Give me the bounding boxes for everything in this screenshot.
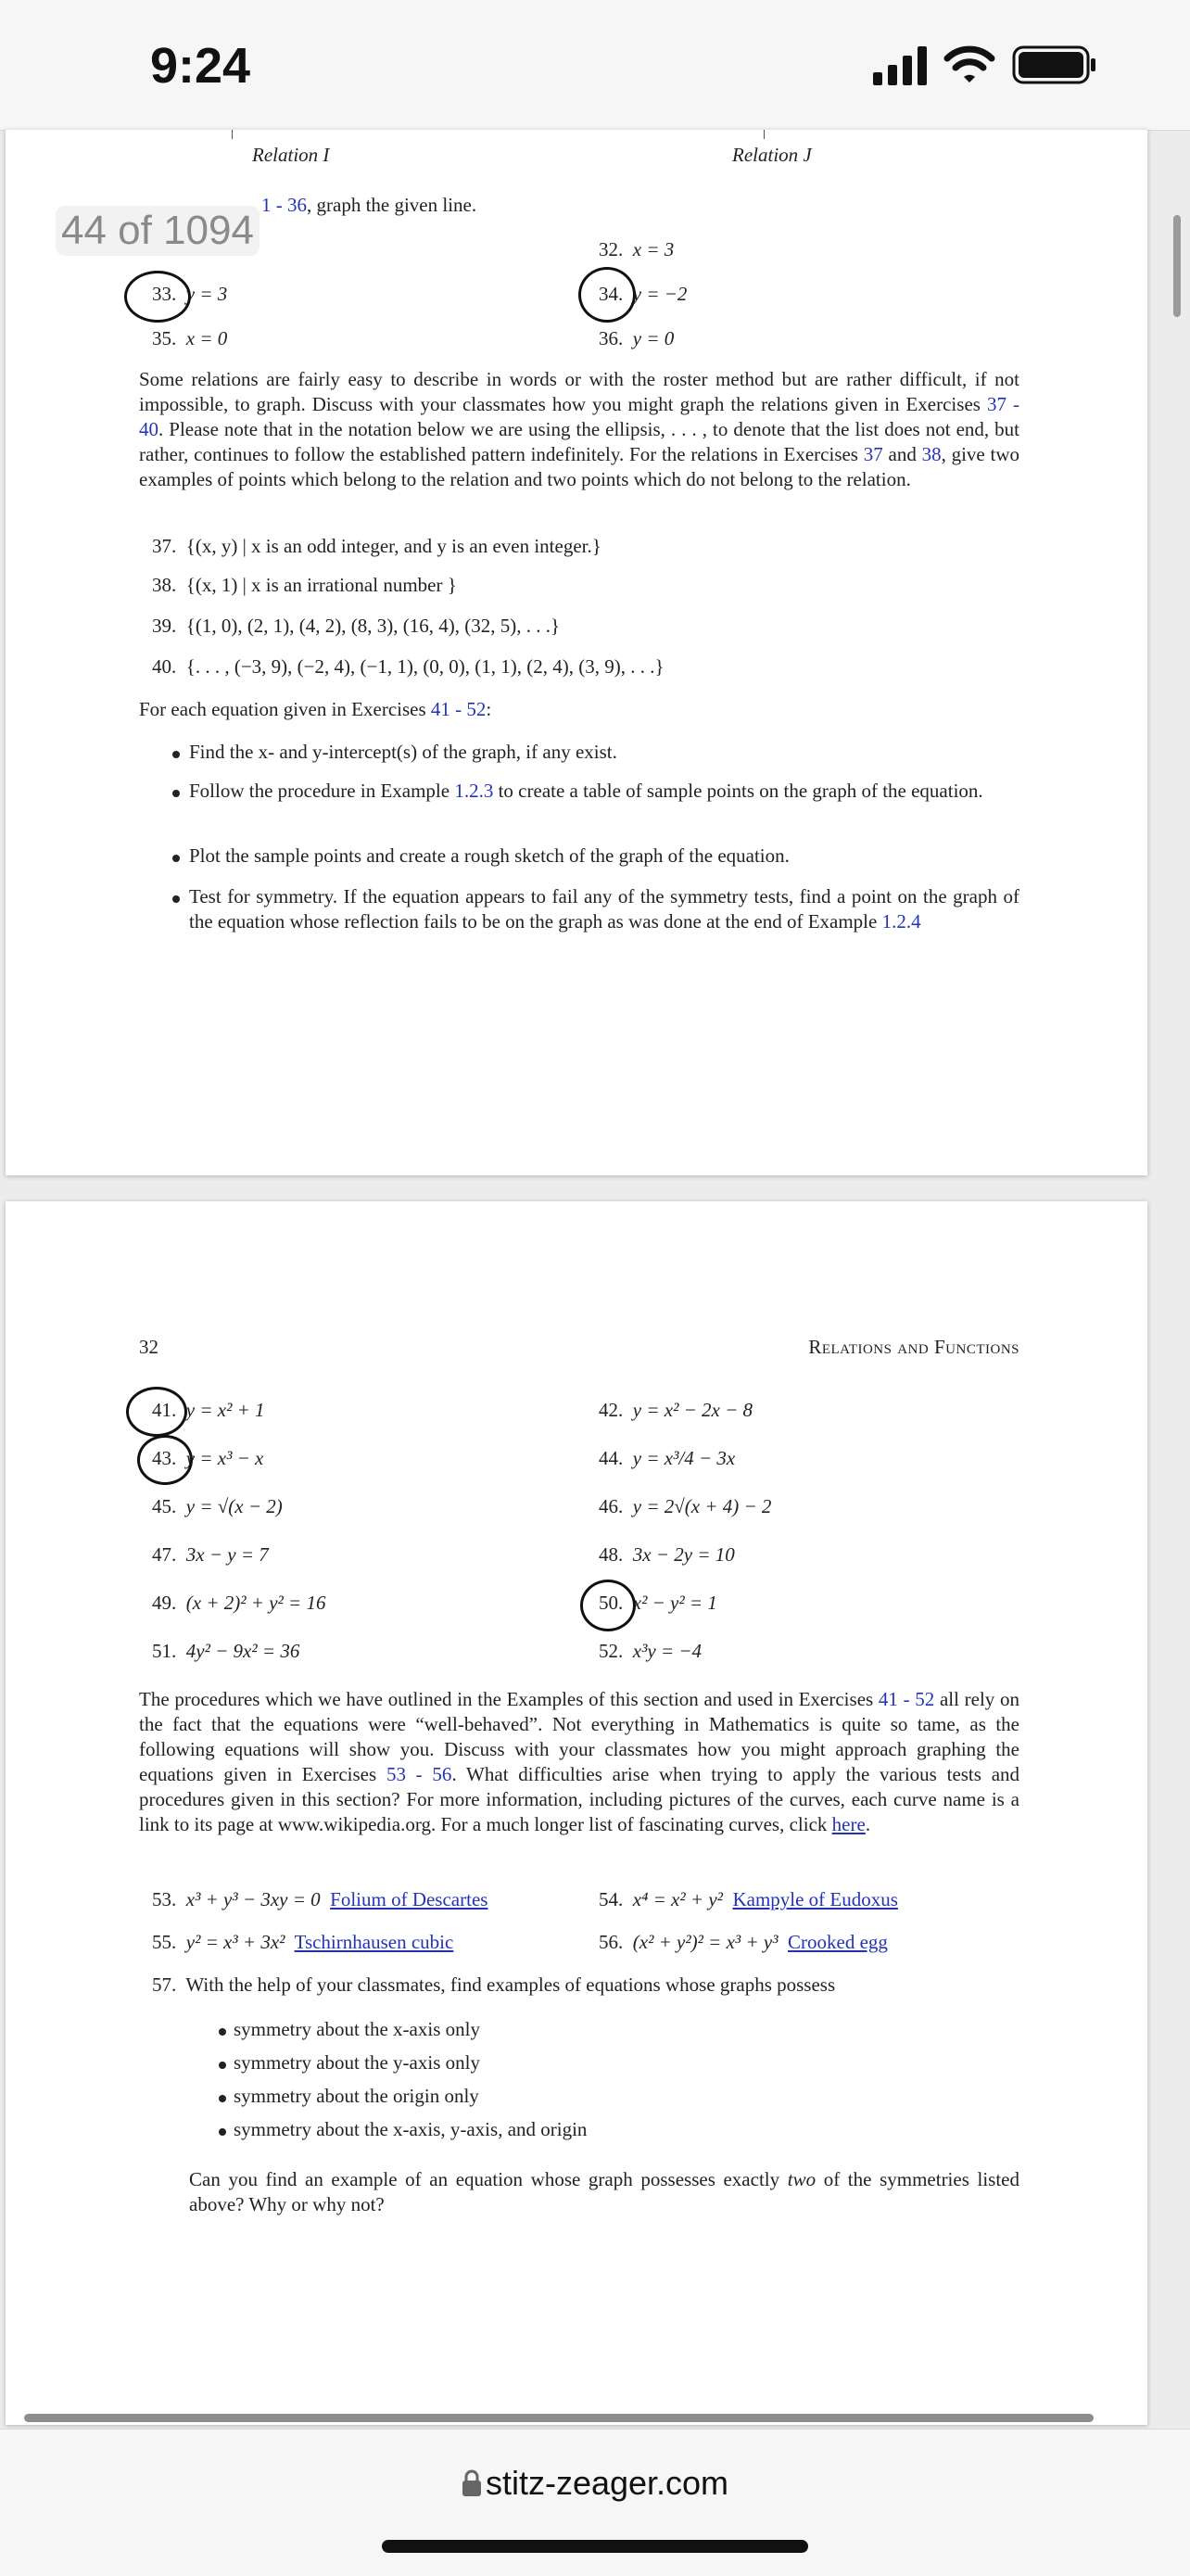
bullet-plot: Plot the sample points and create a rough sketch of the graph of the equation.: [189, 844, 790, 867]
exercise-number: 36.: [599, 327, 624, 349]
exercise-number: 55.: [152, 1931, 177, 1953]
here-link[interactable]: here: [831, 1813, 866, 1835]
page-number: 32: [139, 1336, 158, 1358]
exercise-55: [152, 1930, 453, 1955]
exercise-number: 57.: [152, 1973, 177, 1996]
exercise-equation: y = −2: [632, 283, 688, 305]
exercise-53: [152, 1887, 487, 1912]
example-1-2-4-link[interactable]: 1.2.4: [881, 910, 921, 933]
exercise-38: [152, 573, 457, 598]
paragraph-text: and: [882, 443, 922, 465]
status-icons: [873, 44, 1097, 85]
paragraph-text: . Please note that in the notation below we are using the ellipsis, . . . , to denote that the list does not end, but rather, continues to follow the established pattern indefinitely. For the relations in Exercises: [139, 418, 1019, 465]
exercise-39: [152, 614, 560, 639]
exercise-42: [599, 1398, 753, 1423]
vertical-scrollbar[interactable]: [1173, 215, 1181, 317]
crooked-egg-link[interactable]: Crooked egg: [788, 1931, 888, 1953]
intro-text: , graph the given line.: [307, 194, 477, 216]
wifi-icon: [943, 45, 995, 84]
bullet-icon: [172, 790, 180, 797]
exercise-number: 35.: [152, 327, 177, 349]
symmetry-origin-only: symmetry about the origin only: [234, 2085, 479, 2107]
exercise-number: 43.: [152, 1447, 177, 1469]
bullet-symmetry: [189, 884, 1019, 934]
exercise-number: 56.: [599, 1931, 624, 1953]
for-each-end: :: [486, 698, 492, 720]
relation-j-text: Relation J: [732, 144, 812, 166]
paragraph-text: , give two examples of points which belong to the relation and two points which do not belong to the relation.: [139, 443, 1020, 490]
symmetry-y-only: symmetry about the y-axis only: [234, 2051, 480, 2074]
exercise-number: 51.: [152, 1640, 177, 1662]
handwritten-circle-41: [126, 1387, 187, 1437]
lock-icon: [462, 2469, 482, 2497]
exercise-equation: (x² + y²)² = x³ + y³: [632, 1931, 779, 1953]
pdf-page: [6, 1201, 1147, 2425]
exercise-number: 44.: [599, 1447, 624, 1469]
exercise-equation: 3x − 2y = 10: [632, 1543, 735, 1566]
exercise-45: [152, 1494, 283, 1519]
exercise-equation: x = 0: [185, 327, 228, 349]
exercise-number: 54.: [599, 1888, 624, 1910]
paragraph-text: Some relations are fairly easy to describe in words or with the roster method but are rather difficult, if not impossible, to graph. Discuss with your classmates how you might graph the relations given in Exercises: [139, 368, 1019, 415]
procedures-paragraph: [139, 1687, 1019, 1837]
paragraph-text: The procedures which we have outlined in the Examples of this section and used in Exercises: [139, 1688, 879, 1710]
exercise-number: 32.: [599, 238, 624, 260]
handwritten-circle-50: [580, 1580, 636, 1631]
exercise-equation: x = 3: [632, 238, 675, 260]
exercises-53-56-link[interactable]: 53 - 56: [386, 1763, 452, 1785]
bullet-intercepts: Find the x- and y-intercept(s) of the graph, if any exist.: [189, 741, 617, 763]
exercise-49: [152, 1591, 325, 1616]
exercise-51: [152, 1639, 299, 1664]
exercise-number: 42.: [599, 1399, 624, 1421]
exercise-equation: 3x − y = 7: [185, 1543, 269, 1566]
address-bar[interactable]: [0, 2464, 1190, 2503]
exercise-equation: y = x² + 1: [185, 1399, 265, 1421]
symmetry-all: symmetry about the x-axis, y-axis, and origin: [234, 2118, 588, 2140]
exercise-equation: x³y = −4: [632, 1640, 703, 1662]
exercise-text: {(x, 1) | x is an irrational number }: [185, 574, 457, 596]
paragraph-text: all rely on the fact that the equations were “well-behaved”. Not everything in Mathematics is quite so tame, as the following equations will show you. Discuss with your classmates how you might approach graphing the equations given in Exercises: [139, 1688, 1020, 1785]
exercise-equation: y = x³ − x: [185, 1447, 264, 1469]
exercise-equation: y = 0: [632, 327, 675, 349]
handwritten-circle-33: [124, 271, 191, 323]
exercise-equation: x⁴ = x² + y²: [632, 1888, 723, 1910]
exercise-text: {(x, y) | x is an odd integer, and y is an even integer.}: [185, 535, 601, 557]
exercise-equation: y = √(x − 2): [185, 1495, 283, 1517]
exercise-57: [152, 1973, 835, 1998]
exercise-37: [152, 534, 601, 559]
exercise-number: 53.: [152, 1888, 177, 1910]
exercises-37-40-link[interactable]: 37 - 40: [139, 393, 1019, 440]
home-indicator[interactable]: [382, 2540, 808, 2553]
url-domain: stitz-zeager.com: [485, 2464, 729, 2502]
exercise-57-question: [189, 2167, 1019, 2217]
paragraph-text: .: [865, 1813, 871, 1835]
exercise-equation: y² = x³ + 3x²: [185, 1931, 285, 1953]
for-each-text: For each equation given in Exercises: [139, 698, 431, 720]
relations-paragraph: [139, 367, 1019, 492]
exercise-54: [599, 1887, 898, 1912]
horizontal-scrollbar[interactable]: [24, 2414, 1094, 2422]
bullet-icon: [172, 855, 180, 862]
exercises-41-52-link[interactable]: 41 - 52: [878, 1688, 935, 1710]
tschirnhausen-cubic-link[interactable]: Tschirnhausen cubic: [294, 1931, 454, 1953]
for-each-line: [139, 697, 491, 722]
running-header: Relations and Functions: [808, 1336, 1019, 1358]
exercises-41-52-link[interactable]: 41 - 52: [430, 698, 487, 720]
bullet-icon: [172, 751, 180, 758]
exercise-equation: 4y² − 9x² = 36: [185, 1640, 300, 1662]
exercise-44: [599, 1446, 735, 1471]
exercise-equation: y = 3: [185, 283, 228, 305]
exercise-number: 49.: [152, 1592, 177, 1614]
exercise-number: 33.: [152, 283, 177, 305]
exercise-35: [152, 326, 227, 351]
symmetry-x-only: symmetry about the x-axis only: [234, 2018, 480, 2040]
exercise-46: [599, 1494, 771, 1519]
exercise-number: 47.: [152, 1543, 177, 1566]
folium-of-descartes-link[interactable]: Folium of Descartes: [330, 1888, 488, 1910]
bullet-text: Follow the procedure in Example: [189, 780, 455, 802]
exercise-number: 41.: [152, 1399, 177, 1421]
exercise-equation: y = 2√(x + 4) − 2: [632, 1495, 772, 1517]
exercise-number: 40.: [152, 655, 177, 678]
exercise-equation: x² − y² = 1: [632, 1592, 717, 1614]
relation-i-text: Relation I: [252, 144, 330, 166]
bullet-icon: [172, 895, 180, 903]
bullet-text: to create a table of sample points on the graph of the equation.: [493, 780, 983, 802]
exercise-number: 34.: [599, 283, 624, 305]
exercise-56: [599, 1930, 888, 1955]
question-emphasis: two: [787, 2168, 817, 2190]
battery-icon: [1012, 44, 1097, 85]
question-text: of the symmetries listed above? Why or why not?: [189, 2168, 1020, 2215]
cellular-signal-icon: [873, 44, 927, 85]
exercise-36: [599, 326, 674, 351]
exercise-number: 38.: [152, 574, 177, 596]
bullet-icon: [219, 2128, 226, 2136]
bullet-text: Test for symmetry. If the equation appears to fail any of the symmetry tests, find a point on the graph of the equation whose reflection fails to be on the graph as was done at the end of Example: [189, 885, 1019, 933]
status-bar: [0, 0, 1190, 131]
exercise-48: [599, 1542, 735, 1567]
exercise-number: 37.: [152, 535, 177, 557]
intro-line: [261, 193, 476, 218]
exercise-text: {(1, 0), (2, 1), (4, 2), (8, 3), (16, 4), (32, 5), . . .}: [185, 615, 561, 637]
example-1-2-3-link[interactable]: 1.2.3: [454, 780, 494, 802]
exercise-number: 48.: [599, 1543, 624, 1566]
exercise-number: 46.: [599, 1495, 624, 1517]
exercise-number: 52.: [599, 1640, 624, 1662]
exercise-text: {. . . , (−3, 9), (−2, 4), (−1, 1), (0, 0), (1, 1), (2, 4), (3, 9), . . .}: [185, 655, 665, 678]
kampyle-of-eudoxus-link[interactable]: Kampyle of Eudoxus: [732, 1888, 898, 1910]
bullet-icon: [219, 2062, 226, 2069]
exercise-equation: y = x³/4 − 3x: [632, 1447, 736, 1469]
exercise-equation: x³ + y³ − 3xy = 0: [185, 1888, 321, 1910]
exercise-47: [152, 1542, 269, 1567]
exercise-40: [152, 654, 665, 679]
bullet-icon: [219, 2095, 226, 2102]
exercise-text: With the help of your classmates, find examples of equations whose graphs possess: [185, 1973, 836, 1996]
exercise-number: 39.: [152, 615, 177, 637]
handwritten-circle-43: [137, 1435, 193, 1485]
paragraph-text: . What difficulties arise when trying to apply the various tests and procedures given in this section? For more information, including pictures of the curves, each curve name is a link to its page at www.wikipedia.org. For a much longer list of fascinating curves, click: [139, 1763, 1020, 1835]
handwritten-circle-34: [578, 267, 636, 323]
bullet-table: [189, 779, 1019, 804]
status-time: 9:24: [150, 38, 251, 94]
exercise-equation: (x + 2)² + y² = 16: [185, 1592, 326, 1614]
exercise-32: [599, 237, 674, 262]
exercise-52: [599, 1639, 702, 1664]
exercises-link[interactable]: 1 - 36: [261, 194, 307, 216]
exercise-number: 45.: [152, 1495, 177, 1517]
pdf-page: [6, 130, 1147, 1175]
question-text: Can you find an example of an equation whose graph possesses exactly: [189, 2168, 788, 2190]
exercise-number: 50.: [599, 1592, 624, 1614]
exercise-37-link[interactable]: 37: [863, 443, 883, 465]
page-counter: 44 of 1094: [56, 206, 260, 256]
relation-j-label: [732, 143, 812, 168]
relation-i-label: [252, 143, 329, 168]
bullet-icon: [219, 2028, 226, 2036]
exercise-equation: y = x² − 2x − 8: [632, 1399, 753, 1421]
exercise-38-link[interactable]: 38: [921, 443, 942, 465]
